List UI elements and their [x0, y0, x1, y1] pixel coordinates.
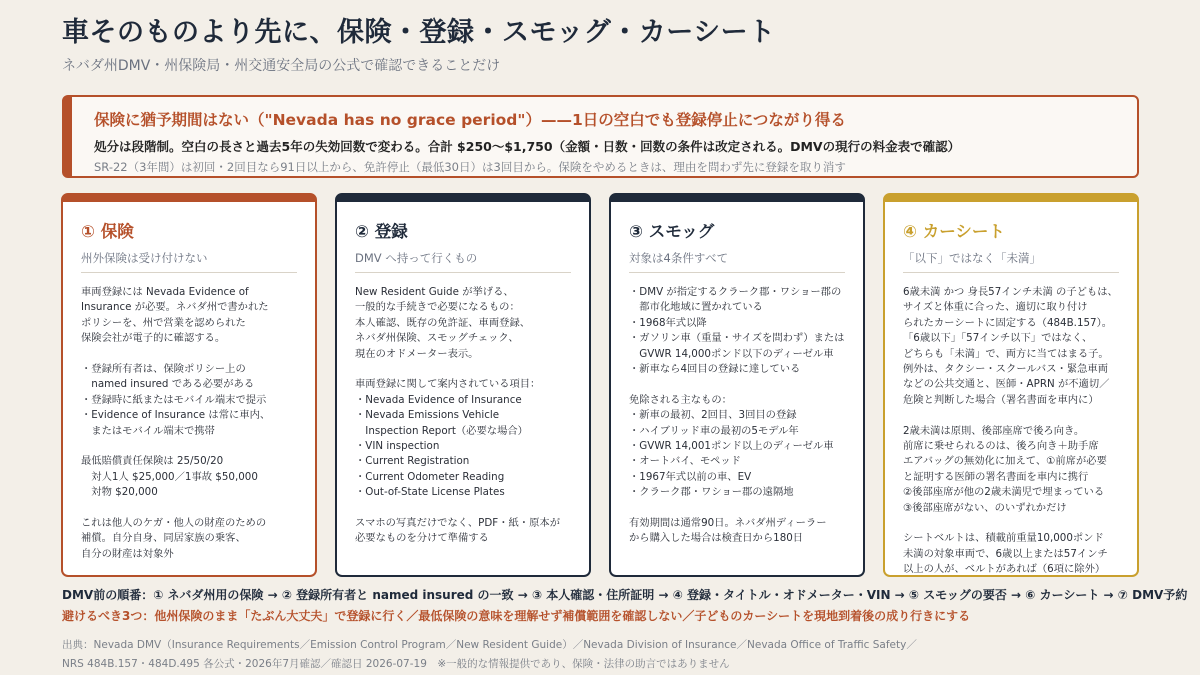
card-line: 対人1人 $25,000／1事故 $50,000: [81, 470, 258, 483]
card-body: [903, 285, 1125, 577]
card-line: ・Current Registration: [355, 455, 470, 468]
card-line: 現在のオドメーター表示。: [355, 347, 479, 360]
card-subtitle: 「以下」ではなく「未満」: [903, 250, 1119, 273]
card-line: ・Nevada Evidence of Insurance: [355, 393, 522, 406]
card-line: られたカーシートに固定する（484B.157）。: [903, 316, 1113, 329]
card-line: 「6歳以下」「57インチ以下」ではなく、: [903, 332, 1093, 345]
card-title: ② 登録: [355, 222, 408, 241]
card-insurance: [61, 193, 317, 577]
card-line: Inspection Report（必要な場合）: [355, 424, 528, 437]
alert-body: 処分は段階制。空白の長さと過去5年の失効回数で変わる。合計 $250〜$1,750（金額・日数・回数の条件は改定される。DMVの現行の料金表で確認）: [94, 139, 961, 154]
card-line: ・Nevada Emissions Vehicle: [355, 409, 500, 422]
page-title: 車そのものより先に、保険・登録・スモッグ・カーシート: [62, 17, 776, 48]
card-line: ・Current Odometer Reading: [355, 470, 505, 483]
card-line: サイズと体重に合った、適切に取り付け: [903, 301, 1088, 314]
card-line: ・ハイブリッド車の最初の5モデル年: [629, 424, 799, 437]
card-line: 最低賠償責任保険は 25/50/20: [81, 455, 224, 468]
card-body: [355, 285, 577, 547]
card-car-seat: [883, 193, 1139, 577]
card-line: [629, 501, 851, 516]
card-line: named insured である必要がある: [81, 378, 255, 391]
card-line: 2歳未満は原則、後部座席で後ろ向き。: [903, 424, 1085, 437]
card-line: ・オートバイ、モペッド: [629, 455, 741, 468]
source-line: NRS 484B.157・484D.495 各公式・2026年7月確認／確認日 2026-07-19 ※一般的な情報提供であり、保険・法律の助言ではありません: [62, 658, 730, 670]
card-line: 例外は、タクシー・スクールバス・緊急車両: [903, 363, 1109, 376]
card-line: シートベルトは、積載前重量10,000ポンド: [903, 532, 1104, 545]
card-subtitle: 州外保険は受け付けない: [81, 250, 297, 273]
card-line: などの公共交通と、医師・APRN が不適切／: [903, 378, 1110, 391]
card-line: [81, 439, 303, 454]
card-line: 保険会社が電子的に確認する。: [81, 332, 226, 345]
card-line: ・Evidence of Insurance は常に車内、: [81, 409, 271, 422]
card-registration: [335, 193, 591, 577]
card-line: GVWR 14,000ポンド以下のディーゼル車: [629, 347, 834, 360]
card-title: ③ スモッグ: [629, 222, 715, 241]
card-line: またはモバイル端末で携帯: [81, 424, 215, 437]
card-line: ・新車の最初、2回目、3回目の登録: [629, 409, 797, 422]
card-subtitle: 対象は4条件すべて: [629, 250, 845, 273]
card-line: から購入した場合は検査日から180日: [629, 532, 804, 545]
card-line: New Resident Guide が挙げる、: [355, 286, 514, 298]
card-line: [81, 501, 303, 516]
card-line: ・クラーク郡・ワショー郡の遠隔地: [629, 486, 794, 499]
card-line: 本人確認、既存の免許証、車両登録、: [355, 316, 531, 329]
page-subtitle: ネバダ州DMV・州保険局・州交通安全局の公式で確認できることだけ: [62, 58, 501, 74]
source-line: 出典：Nevada DMV（Insurance Requirements／Emission Control Program／New Resident Guide）／Nevada Division of Insurance／Nevada Office of Traffic Safety／: [62, 639, 917, 651]
card-line: ・DMV が指定するクラーク郡・ワショー郡の: [629, 286, 842, 298]
card-line: 危険と判断した場合（署名書面を車内に）: [903, 393, 1099, 406]
things-to-avoid: 避けるべき3つ：他州保険のまま「たぶん大丈夫」で登録に行く／最低保険の意味を理解せず補償範囲を確認しない／子どものカーシートを現地到着後の成り行きにする: [62, 609, 971, 623]
card-line: と証明する医師の署名書面を車内に携行: [903, 470, 1089, 483]
card-line: 以上の人が、ベルトがあれば（6項に除外）: [903, 563, 1106, 576]
card-line: ・GVWR 14,001ポンド以上のディーゼル車: [629, 440, 834, 453]
dmv-order-steps: DMV前の順番：① ネバダ州用の保険 → ② 登録所有者と named insured の一致 → ③ 本人確認・住所証明 → ④ 登録・タイトル・オドメーター・VIN → ⑤ スモッグの要否 → ⑥ カーシート → ⑦ DMV予約: [62, 588, 1188, 602]
card-line: エアバッグの無効化に加えて、①前席が必要: [903, 455, 1107, 468]
card-line: ポリシーを、州で営業を認められた: [81, 316, 246, 329]
card-line: 前席に乗せられるのは、後ろ向き＋助手席: [903, 440, 1099, 453]
card-smog: [609, 193, 865, 577]
card-title: ① 保険: [81, 222, 134, 241]
card-line: 免除される主なもの：: [629, 393, 732, 406]
card-line: 有効期間は通常90日。ネバダ州ディーラー: [629, 517, 827, 530]
card-line: ・登録所有者は、保険ポリシー上の: [81, 363, 246, 376]
card-line: [355, 362, 577, 377]
card-body: [81, 285, 303, 562]
card-line: ③後部座席がない、のいずれかだけ: [903, 501, 1067, 514]
card-line: これは他人のケガ・他人の財産のための: [81, 517, 267, 530]
card-line: 対物 $20,000: [81, 486, 158, 499]
card-subtitle: DMV へ持って行くもの: [355, 250, 571, 273]
card-line: ・Out-of-State License Plates: [355, 486, 505, 499]
card-line: [355, 501, 577, 516]
card-line: ネバダ州保険、スモッグチェック、: [355, 332, 519, 345]
card-body: [629, 285, 851, 547]
card-line: 補償。自分自身、同居家族の乗客、: [81, 532, 246, 545]
alert-note: SR-22（3年間）は初回・2回目なら91日以上から、免許停止（最低30日）は3回目から。保険をやめるときは、理由を問わず先に登録を取り消す: [94, 160, 846, 174]
card-line: ・VIN inspection: [355, 440, 440, 453]
card-line: どちらも「未満」で、両方に当てはまる子。: [903, 347, 1109, 360]
card-line: 自分の財産は対象外: [81, 547, 174, 560]
card-line: [903, 516, 1125, 531]
card-line: ・登録時に紙またはモバイル端末で提示: [81, 393, 267, 406]
card-line: 車両登録には Nevada Evidence of: [81, 286, 249, 298]
card-title: ④ カーシート: [903, 222, 1005, 241]
card-line: [903, 408, 1125, 423]
source-citation: [62, 636, 917, 674]
card-line: 車両登録に関して案内されている項目：: [355, 378, 541, 391]
card-line: 必要なものを分けて準備する: [355, 532, 489, 545]
card-line: 6歳未満 かつ 身長57インチ未満 の子どもは、: [903, 286, 1118, 298]
card-line: スマホの写真だけでなく、PDF・紙・原本が: [355, 517, 560, 530]
card-line: ②後部座席が他の2歳未満児で埋まっている: [903, 486, 1105, 499]
card-line: ・ガソリン車（重量・サイズを問わず）または: [629, 332, 845, 345]
card-line: ・1967年式以前の車、EV: [629, 470, 752, 483]
card-line: 都市化地域に置かれている: [629, 301, 763, 314]
card-line: ・1968年式以降: [629, 316, 707, 329]
card-line: ・新車なら4回目の登録に達している: [629, 363, 801, 376]
card-line: 未満の対象車両で、6歳以上または57インチ: [903, 547, 1108, 560]
grace-period-alert: [62, 95, 1139, 178]
card-line: Insurance が必要。ネバダ州で書かれた: [81, 301, 269, 314]
card-line: [629, 377, 851, 392]
card-line: 一般的な手続きで必要になるもの：: [355, 301, 520, 314]
card-line: [81, 347, 303, 362]
alert-headline: 保険に猶予期間はない（"Nevada has no grace period"）——1日の空白でも登録停止につながり得る: [94, 111, 846, 129]
